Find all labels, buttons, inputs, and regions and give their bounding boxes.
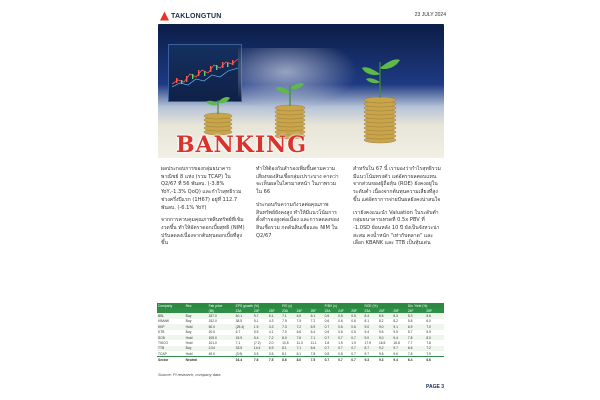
paragraph: ประกอบกับความกังวลต่อคุณภาพสินทรัพย์ยังคงสูง ทำให้มีแนวโน้มการตั้งสำรองสูงต่อเนื่อง และการลดลงของสินเชื่อรวม กดดันสินเชื่อและ NIM ใน Q2/67 xyxy=(256,201,340,239)
table-cell: Buy xyxy=(185,313,208,318)
table-cell: 9.4 xyxy=(364,330,370,335)
table-cell: 6.0 xyxy=(426,319,431,324)
table-cell: 6.6 xyxy=(310,346,324,351)
table-subheader-cell: 24F xyxy=(253,308,268,313)
table-cell: 33.5 xyxy=(235,346,253,351)
table-cell: 7.6 xyxy=(253,357,268,363)
table-cell: 7.7 xyxy=(407,340,413,345)
table-cell: 7.5 xyxy=(268,357,281,363)
table-cell: 9.5 xyxy=(378,330,384,335)
table-cell: 1.8 xyxy=(324,340,330,345)
table-cell: 10.5 xyxy=(282,340,289,345)
table-cell: 0.6 xyxy=(351,319,356,324)
table-cell: 0.6 xyxy=(350,324,363,329)
table-cell: 1.9 xyxy=(351,340,356,345)
table-cell: 40.1 xyxy=(235,313,253,318)
table-cell: 8.2 xyxy=(393,319,398,324)
table-cell: 3.5 xyxy=(268,351,274,356)
table-subheader-cell: (Bt) xyxy=(208,308,235,313)
table-cell: 11.1 xyxy=(310,340,317,345)
table-cell: 9.7 xyxy=(364,351,370,356)
table-subheader-cell: 25F xyxy=(350,308,363,313)
table-cell: 7.2 xyxy=(296,324,310,329)
table-cell: Buy xyxy=(185,346,208,351)
table-subheader-cell: 23A xyxy=(281,308,295,313)
table-cell: 9.3 xyxy=(378,357,392,363)
table-cell xyxy=(208,357,235,363)
table-cell: 9.4 xyxy=(392,335,406,340)
table-cell: 7.0 xyxy=(425,324,444,329)
table-cell: 0.6 xyxy=(338,319,343,324)
table-header-cell: Fair price xyxy=(208,303,235,308)
table-cell: 0.7 xyxy=(350,357,363,363)
table-cell: 0.5 xyxy=(253,351,259,356)
table-subheader-cell: 25F xyxy=(425,308,444,313)
page-number: PAGE 3 xyxy=(426,384,444,390)
table-header-cell: P/E (x) xyxy=(281,303,323,308)
table-cell: 8.2 xyxy=(378,319,384,324)
table-cell: 8.1 xyxy=(281,346,295,351)
table-cell: 9.2 xyxy=(378,346,392,351)
table-cell: 9.4 xyxy=(392,357,406,363)
paragraph: สำหรับใน 67 นี้ เรามองว่ากำไรสุทธิรวมมีแนวโน้มทรงตัว แต่อัตราผลตอบแทนจากส่วนของผู้ถือหุ้น (ROE) ยังคงอยู่ในระดับต่ำ เนื่องจากต้นทุนความเสี่ยงที่สูงขึ้น แต่อัตราการจ่ายปันผลยังคงน่าสนใจ xyxy=(353,166,441,203)
table-cell: 5.3 xyxy=(407,313,425,318)
table-cell: 14.4 xyxy=(253,346,268,351)
table-cell: TCAP xyxy=(158,351,167,356)
table-cell: 105.0 xyxy=(208,335,235,340)
table-cell: 0.7 xyxy=(324,346,338,351)
table-cell: 5.1 xyxy=(268,313,281,318)
table-cell: KTB xyxy=(158,330,165,335)
table-cell: 17.9 xyxy=(364,340,371,345)
table-cell: 7.1 xyxy=(296,346,310,351)
table-cell: 4.1 xyxy=(268,330,274,335)
text-column-1 xyxy=(161,166,245,253)
table-cell: 16.5 xyxy=(378,340,386,345)
table-cell: 8.5 xyxy=(378,313,392,318)
table-header-cell: EPS growth (%) xyxy=(235,303,281,308)
table-cell: 6.9 xyxy=(268,346,281,351)
table-cell: Buy xyxy=(185,319,192,324)
table-cell: (25.4) xyxy=(235,324,253,329)
table-cell: Neutral xyxy=(185,357,208,363)
table-cell: 0.6 xyxy=(324,313,338,318)
logo-text: TAKLONGTUN xyxy=(171,12,222,20)
table-cell: 5.1 xyxy=(253,319,259,324)
table-header-cell: P/BV (x) xyxy=(324,303,364,308)
table-cell: KKP xyxy=(157,324,185,329)
table-header-cell: Company xyxy=(157,303,185,308)
table-cell: 50.0 xyxy=(208,324,235,329)
table-subheader-cell: 24F xyxy=(407,308,425,313)
table-cell: 0.7 xyxy=(350,346,363,351)
table-cell: 8.1 xyxy=(364,319,370,324)
table-cell: 6.4 xyxy=(310,330,316,335)
table-cell: 7.5 xyxy=(296,319,302,324)
table-subheader-cell: 24F xyxy=(296,308,310,313)
table-subheader-cell: 24F xyxy=(378,308,392,313)
table-cell: 8.4 xyxy=(363,313,377,318)
table-subheader-cell: 23A xyxy=(235,308,253,313)
table-cell: 16.8 xyxy=(393,340,400,345)
table-cell: 9.1 xyxy=(392,324,406,329)
table-subheader-cell: 24F xyxy=(337,308,350,313)
table-cell: KBANK xyxy=(158,319,170,324)
table-cell: 9.0 xyxy=(363,335,377,340)
table-cell: 1.5 xyxy=(253,324,268,329)
table-cell: BBL xyxy=(157,313,185,318)
table-cell: 2.04 xyxy=(208,346,235,351)
table-cell: 0.7 xyxy=(324,357,338,363)
brand-logo xyxy=(160,10,221,22)
table-cell: 0.6 xyxy=(338,330,343,335)
table-cell: 6.9 xyxy=(310,324,324,329)
table-cell: 101.0 xyxy=(208,340,217,345)
table-cell: 7.1 xyxy=(310,335,324,340)
paragraph: ผลประกอบการของกลุ่มธนาคารพาณิชย์ 8 แห่ง (รวม TCAP) ใน Q2/67 ที่ 56 พันลบ. (-3.8% YoY,-1.3% QoQ) และกำไรสุทธิรวมช่วงครึ่งปีแรก (1H67) อยู่ที่ 112.7 พันลบ. (-6.1% YoY) xyxy=(161,166,242,211)
logo-triangle-icon xyxy=(160,12,169,21)
table-cell: Hold xyxy=(185,351,193,356)
report-date: 23 JULY 2024 xyxy=(414,12,446,18)
table-subheader-cell: 23A xyxy=(324,308,338,313)
table-source: Source: Pi research, company data xyxy=(158,372,221,377)
table-header-cell: Div. Yield (%) xyxy=(407,303,444,308)
table-cell: 5.5 xyxy=(253,330,259,335)
table-cell: Buy xyxy=(185,330,192,335)
table-cell: 0.6 xyxy=(324,330,330,335)
table-cell: 5.7 xyxy=(407,330,413,335)
table-cell: 7.1 xyxy=(235,340,241,345)
table-cell: 7.9 xyxy=(282,319,287,324)
table-cell: 7.2 xyxy=(268,335,281,340)
table-cell: 9.7 xyxy=(392,346,406,351)
table-cell: 0.6 xyxy=(337,324,350,329)
table-cell: 0.7 xyxy=(324,335,338,340)
table-cell: 5.8 xyxy=(407,319,413,324)
section-title: BANKING xyxy=(176,132,308,158)
table-cell: 0.5 xyxy=(337,313,350,318)
table-cell: 7.6 xyxy=(296,335,310,340)
table-cell: (3.9) xyxy=(235,351,243,356)
table-sector-row xyxy=(157,357,444,363)
table-cell: Sector xyxy=(157,357,185,363)
table-cell: 0.8 xyxy=(338,351,343,356)
table-cell: Hold xyxy=(185,335,208,340)
table-cell: 6.6 xyxy=(425,357,444,363)
table-cell: 6.5 xyxy=(296,313,310,318)
paragraph: ทำให้ต้องกันสำรองเพิ่มขึ้นตามความเสี่ยงของสินเชื่อกลุ่มเปราะบาง คาดว่าจะเห็นผลในไตรมาสหน้า ในภาพรวมใน 66 xyxy=(256,166,339,196)
table-cell: TTB xyxy=(157,346,185,351)
table-cell: 0.7 xyxy=(337,357,350,363)
table-cell: 7.2 xyxy=(425,346,444,351)
table-cell: 8.3 xyxy=(392,313,406,318)
table-cell: 0.7 xyxy=(337,346,350,351)
table-cell: 9.0 xyxy=(363,324,377,329)
table-cell: 6.1 xyxy=(310,313,324,318)
table-cell: 9.5 xyxy=(393,330,398,335)
table-cell: 0.7 xyxy=(350,335,363,340)
text-column-3 xyxy=(353,166,441,253)
table-cell: 8.0 xyxy=(425,335,444,340)
table-subheader-cell: 23A xyxy=(363,308,377,313)
section-banner xyxy=(176,132,307,158)
table-cell: 0.7 xyxy=(324,324,338,329)
table-cell: 11.3 xyxy=(296,340,303,345)
table-cell: 9.5 xyxy=(378,351,384,356)
table-cell: 5.4 xyxy=(253,335,268,340)
table-subheader-cell: 25F xyxy=(310,308,324,313)
table-cell: 6.4 xyxy=(407,357,425,363)
paragraph: เรายังคงแนะนำ Valuation ในระดับต่ำ กลุ่มธนาคารเทรดที่ 0.5x PBV ที่ -1.0SD ย้อนหลัง 10 ปี ยังเป็นจังหวะน่าสะสม คงน้ำหนัก "เท่ากับตลาด" และเลือก KBANK และ TTB เป็นหุ้นเด่น xyxy=(353,209,440,247)
table-cell: 0.8 xyxy=(324,351,330,356)
table-cell: 8.6 xyxy=(281,357,295,363)
table-cell: 1.9 xyxy=(338,340,343,345)
table-cell: 38.5 xyxy=(235,319,243,324)
table-cell: 7.2 xyxy=(310,319,316,324)
table-cell: 0.7 xyxy=(337,335,350,340)
table-cell: 9.0 xyxy=(378,335,392,340)
table-cell: 7.8 xyxy=(310,351,316,356)
table-cell: 0.6 xyxy=(324,319,330,324)
table-cell: 20.5 xyxy=(208,330,216,335)
table-cell: 0.5 xyxy=(351,330,356,335)
table-cell: 8.0 xyxy=(281,335,295,340)
table-cell: 7.8 xyxy=(407,335,425,340)
table-subheader-cell: 25F xyxy=(392,308,406,313)
table-header-cell: ROE (%) xyxy=(363,303,406,308)
paragraph: จากการควบคุมคุณภาพสินทรัพย์ที่เข้มงวดขึ้น ทำให้อัตราดอกเบี้ยสุทธิ (NIM) ปรับลดลงเนื่องจากต้นทุนดอกเบี้ยที่สูงขึ้น xyxy=(161,217,245,247)
table-cell: 16.4 xyxy=(235,357,253,363)
table-cell: 5.9 xyxy=(426,330,431,335)
table-cell: 6.9 xyxy=(407,324,425,329)
table-subheader-cell: 25F xyxy=(268,308,281,313)
table-cell: SCB xyxy=(157,335,185,340)
table-cell: 8.1 xyxy=(282,351,287,356)
table-cell: 3.3 xyxy=(268,324,281,329)
table-cell: 6.7 xyxy=(235,330,241,335)
table-cell: 152.0 xyxy=(208,319,217,324)
table-cell: 8.0 xyxy=(296,357,310,363)
table-cell: 7.3 xyxy=(281,324,295,329)
table-cell: (7.2) xyxy=(253,340,261,345)
table-cell: Hold xyxy=(185,340,193,345)
table-cell: 9.3 xyxy=(363,357,377,363)
table-cell: 187.0 xyxy=(208,313,235,318)
table-cell: 7.8 xyxy=(407,351,413,356)
table-cell: Hold xyxy=(185,324,208,329)
table-cell: 7.8 xyxy=(426,340,431,345)
table-cell: 7.0 xyxy=(282,330,287,335)
text-column-2 xyxy=(256,166,340,245)
table-cell: 9.6 xyxy=(393,351,398,356)
table-cell: 9.7 xyxy=(253,313,268,318)
table-cell: 5.6 xyxy=(425,313,444,318)
table-cell: 8.1 xyxy=(296,351,302,356)
table-cell: 49.0 xyxy=(208,351,216,356)
table-cell: 0.7 xyxy=(351,351,356,356)
table-cell: 4.3 xyxy=(268,319,274,324)
valuation-table xyxy=(157,303,444,363)
table-cell: 7.5 xyxy=(310,357,324,363)
table-cell: 2.0 xyxy=(268,340,274,345)
table-cell: 6.6 xyxy=(407,346,425,351)
table-cell: 7.1 xyxy=(281,313,295,318)
table-cell: 9.0 xyxy=(378,324,392,329)
table-cell: 8.7 xyxy=(363,346,377,351)
table-cell: 6.6 xyxy=(296,330,302,335)
table-cell: 15.9 xyxy=(235,335,253,340)
table-cell: 0.5 xyxy=(350,313,363,318)
table-header-cell: Rec xyxy=(185,303,208,308)
table-cell: 7.9 xyxy=(426,351,431,356)
table-cell: TISCO xyxy=(158,340,169,345)
